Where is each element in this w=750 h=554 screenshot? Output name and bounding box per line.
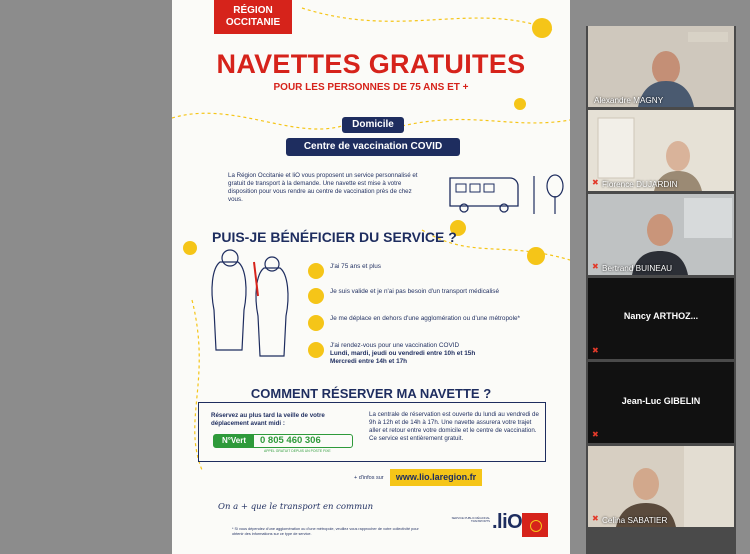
participant-tile[interactable] (588, 110, 734, 191)
numero-vert-label: N°Vert (214, 435, 254, 447)
shared-screen-poster (172, 0, 570, 554)
participant-name: Celina SABATIER (602, 516, 668, 525)
criterion-text: Je suis valide et je n'ai pas besoin d'un transport médicalisé (330, 288, 500, 295)
doctor-illustration-icon (212, 262, 246, 350)
microphone-muted-icon: ✖ (592, 262, 599, 271)
participant-tile[interactable] (588, 26, 734, 107)
booking-hours-text: La centrale de réservation est ouverte du lundi au vendredi de 9h à 12h et de 14h à 17h. Une navette assurera votre trajet aller et retour entre votre domicile et le centre de vaccination. Ce service est entièrement gratuit. (369, 411, 539, 442)
participants-panel (586, 26, 736, 554)
numero-vert-note: APPEL GRATUIT DEPUIS UN POSTE FIXE (264, 449, 331, 453)
poster-subtitle: POUR LES PERSONNES DE 75 ANS ET + (273, 82, 469, 93)
participant-name: Bertrand BUINEAU (602, 264, 673, 273)
website-link: www.lio.laregion.fr (390, 469, 482, 486)
booking-box (198, 402, 546, 462)
numero-vert (213, 434, 353, 453)
city-icon (308, 315, 324, 331)
nurse-illustration-icon (256, 268, 288, 356)
participant-video (588, 110, 734, 191)
age-icon (308, 263, 324, 279)
participant-name: Alexandre MAGNY (594, 96, 664, 105)
participant-tile[interactable] (588, 446, 734, 527)
microphone-muted-icon: ✖ (592, 430, 599, 439)
eligibility-heading: PUIS-JE BÉNÉFICIER DU SERVICE ? (212, 229, 457, 245)
slogan: On a + que le transport en commun (218, 502, 374, 512)
microphone-muted-icon: ✖ (592, 178, 599, 187)
criterion-text: J'ai rendez-vous pour une vaccination COVID (330, 342, 460, 349)
participant-tile[interactable] (588, 194, 734, 275)
participant-name: Nancy ARTHOZ... (623, 311, 699, 321)
lio-logo: .liO (492, 511, 523, 533)
numero-vert-number: 0 805 460 306 (260, 435, 321, 446)
more-info-label: + d'infos sur (354, 475, 384, 481)
participant-video (588, 446, 734, 527)
participant-video (588, 194, 734, 275)
domicile-label: Domicile (342, 117, 404, 133)
microphone-muted-icon: ✖ (592, 514, 599, 523)
poster-title: NAVETTES GRATUITES (216, 49, 526, 79)
criterion-text: Je me déplace en dehors d'une agglomération ou d'une métropole* (330, 315, 521, 322)
booking-heading: COMMENT RÉSERVER MA NAVETTE ? (250, 386, 492, 401)
criterion-text: J'ai 75 ans et plus (330, 263, 381, 270)
brand-tagline: SERVICE PUBLIC RÉGIONAL TRANSPORTS (451, 516, 490, 524)
criterion-schedule: Lundi, mardi, jeudi ou vendredi entre 10h et 15h Mercredi entre 14h et 17h (330, 350, 476, 365)
vaccination-centre-label: Centre de vaccination COVID (286, 138, 460, 156)
participant-name: Jean-Luc GIBELIN (621, 396, 701, 406)
footnote: * Si vous dépendez d'une agglomération ou d'une métropole, veuillez vous rapprocher de votre collectivité pour obtenir des informations sur ce type de service. (232, 527, 419, 536)
ambulance-icon (308, 288, 324, 304)
tree-icon (547, 175, 563, 197)
intro-paragraph: La Région Occitanie et liO vous proposent un service personnalisé et gratuit de transport à la demande. Une navette est mise à votre disposition pour vous rendre au centre de vaccination près de chez vous. (228, 172, 418, 203)
phone-icon (308, 342, 324, 358)
participant-tile[interactable] (588, 278, 734, 359)
participant-name: Florence DUJARDIN (602, 180, 678, 189)
microphone-muted-icon: ✖ (592, 346, 599, 355)
participant-video (588, 26, 734, 107)
plus-bubble-icon (532, 18, 552, 38)
occitanie-logo-icon (522, 513, 548, 537)
region-occitanie-badge: RÉGION OCCITANIE (214, 0, 292, 34)
booking-deadline-text: Réservez au plus tard la veille de votre déplacement avant midi : (211, 412, 325, 427)
participant-tile[interactable] (588, 362, 734, 443)
